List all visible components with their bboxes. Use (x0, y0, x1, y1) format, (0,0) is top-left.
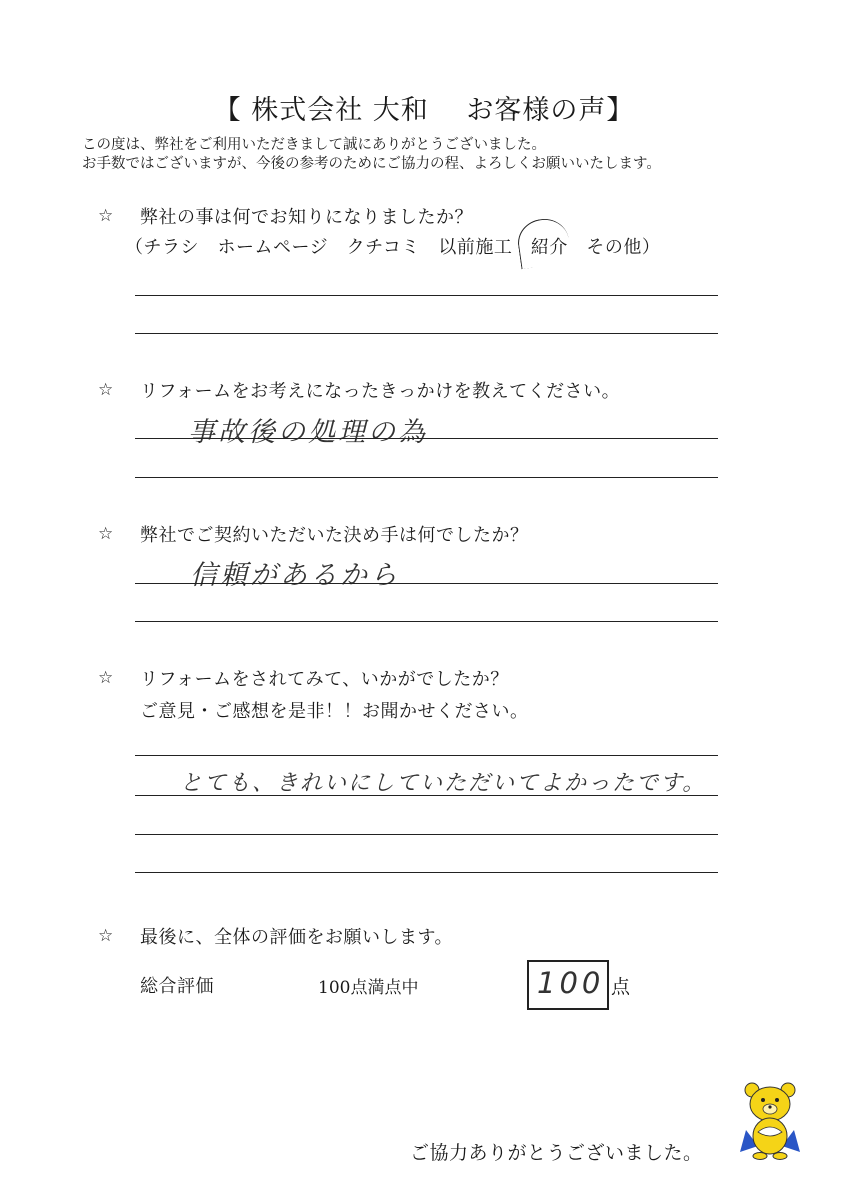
answer-line (135, 438, 718, 439)
star-icon: ☆ (98, 668, 114, 688)
answer-line (135, 333, 718, 334)
rating-scale: 100点満点中 (318, 978, 419, 998)
question-4-text-2: ご意見・ご感想を是非！！お聞かせください。 (140, 701, 529, 722)
answer-3-handwriting: 信頼があるから (190, 560, 400, 591)
answer-2-handwriting: 事故後の処理の為 (188, 417, 428, 448)
star-icon: ☆ (98, 206, 114, 226)
answer-line (135, 621, 718, 622)
selected-option-circle (515, 216, 572, 270)
score-value: 100 (537, 966, 605, 1000)
question-1-options: （チラシ ホームページ クチコミ 以前施工 紹介 その他） (125, 237, 661, 258)
answer-4-handwriting: とても、きれいにしていただいてよかったです。 (180, 771, 707, 796)
intro-text: この度は、弊社をご利用いただきまして誠にありがとうございました。 お手数ではございますが、今後の参考のためにご協力の程、よろしくお願いいたします。 (82, 137, 661, 172)
answer-line (135, 477, 718, 478)
question-4-text-1: リフォームをされてみて、いかがでしたか？ (140, 669, 509, 690)
star-icon: ☆ (98, 380, 114, 400)
star-icon: ☆ (98, 926, 114, 946)
question-1-text: 弊社の事は何でお知りになりましたか？ (140, 207, 473, 228)
page-title: 【 株式会社 大和 お客様の声】 (213, 95, 635, 126)
question-2-text: リフォームをお考えになったきっかけを教えてください。 (140, 381, 621, 402)
thanks-text: ご協力ありがとうございました。 (410, 1142, 703, 1164)
answer-line (135, 755, 718, 756)
question-5-text: 最後に、全体の評価をお願いします。 (140, 927, 454, 948)
answer-line (135, 872, 718, 873)
rating-label: 総合評価 (140, 976, 214, 997)
bear-mascot-icon (738, 1080, 802, 1160)
score-unit: 点 (611, 976, 631, 998)
answer-line (135, 295, 718, 296)
answer-line (135, 795, 718, 796)
question-3-text: 弊社でご契約いただいた決め手は何でしたか？ (140, 525, 529, 546)
answer-line (135, 834, 718, 835)
star-icon: ☆ (98, 524, 114, 544)
answer-line (135, 583, 718, 584)
